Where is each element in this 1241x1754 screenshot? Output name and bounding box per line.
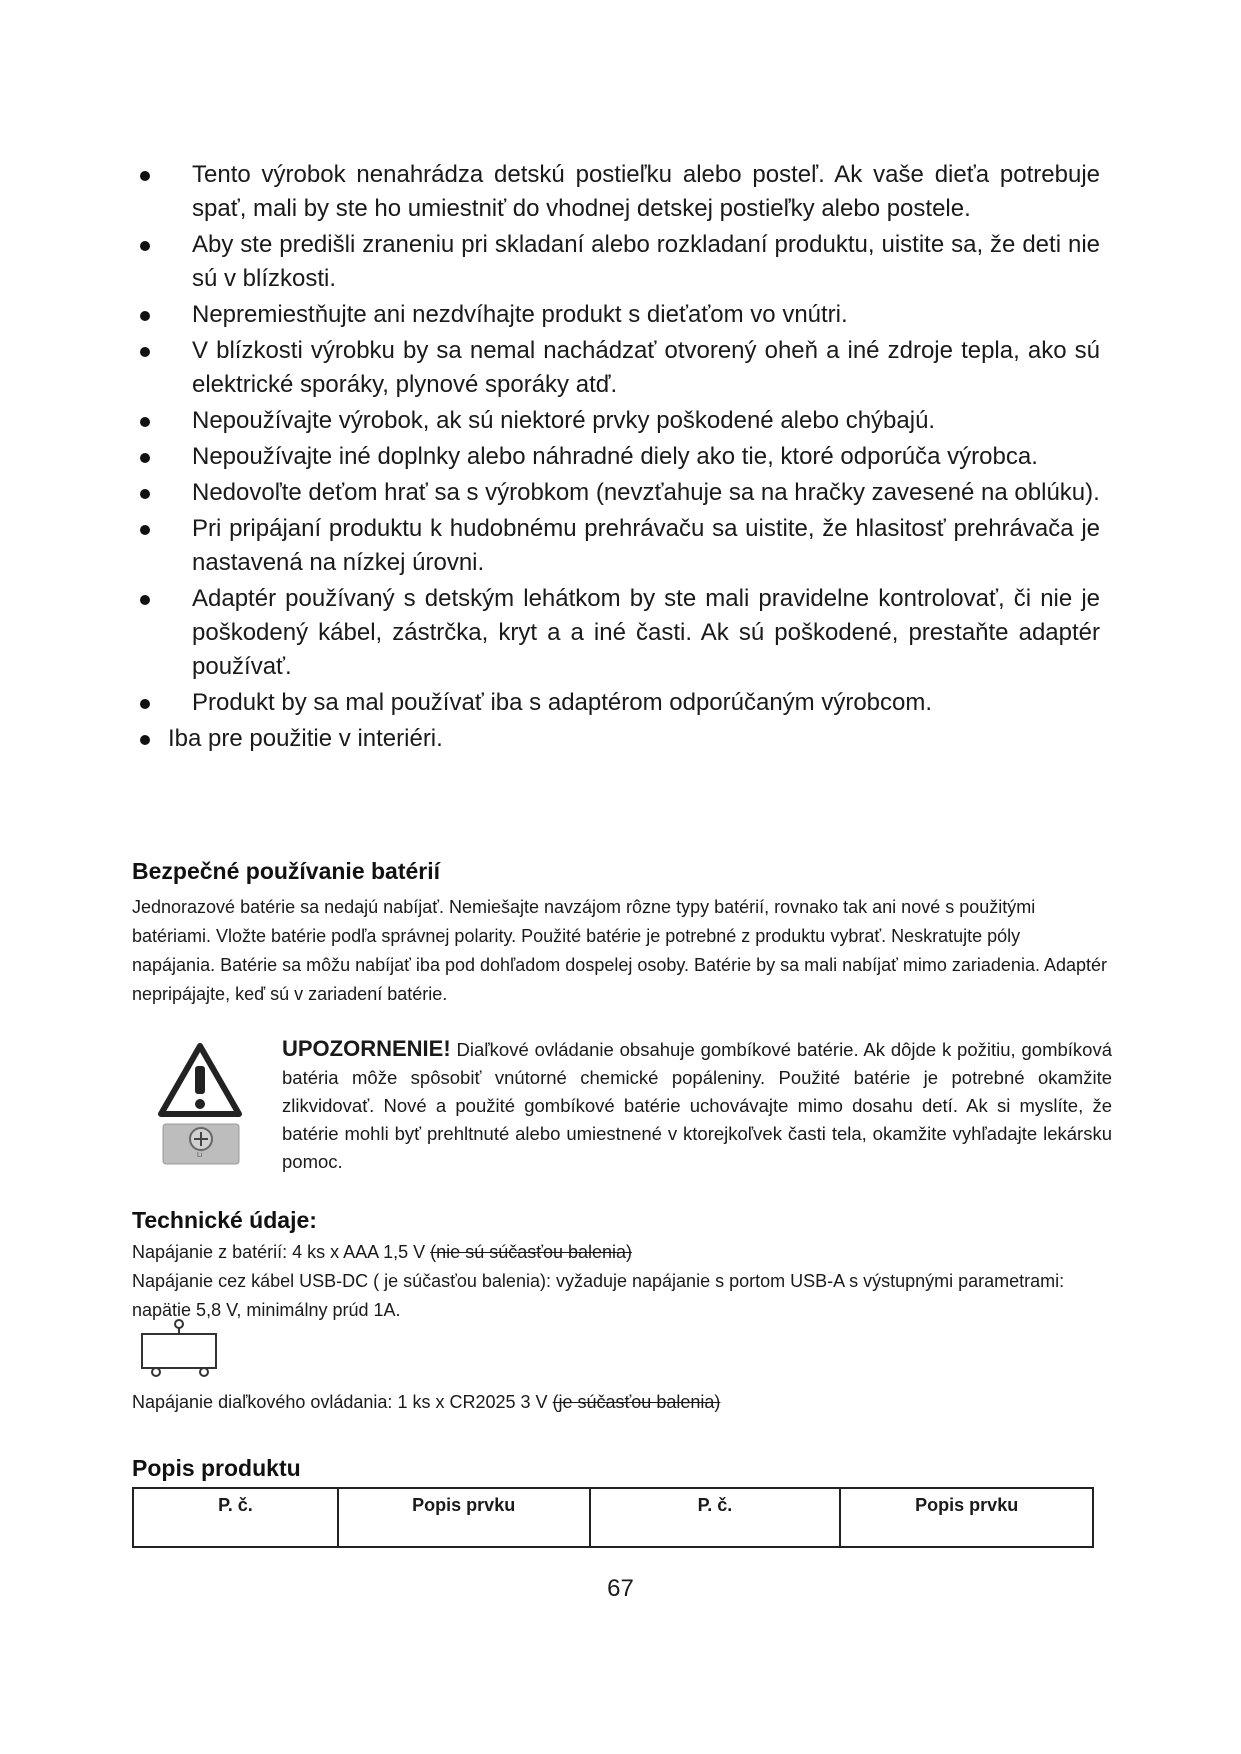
warning-block (282, 1035, 1112, 1176)
product-description-table (132, 1487, 1094, 1548)
bullet-icon (140, 417, 150, 427)
table-header-row (133, 1488, 1093, 1547)
page-number: 67 (607, 1575, 634, 1602)
column-header: P. č. (590, 1488, 841, 1547)
list-item: Pri pripájaní produktu k hudobnému prehrávaču sa uistite, že hlasitosť prehrávača je nastavená na nízkej úrovni. (140, 512, 1100, 580)
tech-remote-power: Napájanie diaľkového ovládania: 1 ks x CR2025 3 V (je súčasťou balenia) (132, 1392, 721, 1412)
list-item: Produkt by sa mal používať iba s adaptérom odporúčaným výrobcom. (140, 686, 1100, 720)
bullet-icon (140, 241, 150, 251)
battery-safety-heading: Bezpečné používanie batérií (132, 858, 441, 884)
battery-safety-text: Jednorazové batérie sa nedajú nabíjať. Nemiešajte navzájom rôzne typy batérií, rovnako tak ani nové s použitými batériami. Vložte batérie podľa správnej polarity. Použité batérie je potrebné z produktu vybrať. Neskratujte póly napájania. Batérie sa môžu nabíjať iba pod dohľadom dospelej osoby. Batérie by sa mali nabíjať mimo zariadenia. Adaptér nepripájajte, keď sú v zariadení batérie. (132, 897, 1108, 1004)
list-item: V blízkosti výrobku by sa nemal nachádzať otvorený oheň a iné zdroje tepla, ako sú elektrické sporáky, plynové sporáky atď. (140, 334, 1100, 402)
tech-battery-power: Napájanie z batérií: 4 ks x AAA 1,5 V (nie sú súčasťou balenia) (132, 1242, 633, 1262)
list-item: Nedovoľte deťom hrať sa s výrobkom (nevzťahuje sa na hračky zavesené na oblúku). (140, 476, 1100, 510)
playard-symbol-icon (138, 1318, 222, 1380)
battery-type-label: Li (197, 1152, 203, 1159)
list-item: Aby ste predišli zraneniu pri skladaní alebo rozkladaní produktu, uistite sa, že deti nie sú v blízkosti. (140, 228, 1100, 296)
bullet-icon (140, 347, 150, 357)
list-item: Iba pre použitie v interiéri. (140, 722, 1100, 756)
bullet-icon (140, 453, 150, 463)
warning-title: UPOZORNENIE! (282, 1036, 451, 1061)
list-item: Nepoužívajte výrobok, ak sú niektoré prvky poškodené alebo chýbajú. (140, 404, 1100, 438)
product-description-heading: Popis produktu (132, 1455, 301, 1481)
warning-text: Diaľkové ovládanie obsahuje gombíkové batérie. Ak dôjde k požitiu, gombíková batéria môže spôsobiť vnútorné chemické popáleniny. Použité batérie je potrebné okamžite zlikvidovať. Nové a použité gombíkové batérie uchovávajte mimo dosahu detí. Ak si myslíte, že batérie mohli byť prehltnuté alebo umiestnené v ktorejkoľvek časti tela, okamžite vyhľadajte lekársku pomoc. (282, 1039, 1112, 1172)
tech-usb-power: Napájanie cez kábel USB-DC ( je súčasťou balenia): vyžaduje napájanie s portom USB-A s výstupnými parametrami: napätie 5,8 V, minimálny prúd 1A. (132, 1271, 1065, 1320)
list-item: Tento výrobok nenahrádza detskú postieľku alebo posteľ. Ak vaše dieťa potrebuje spať, mali by ste ho umiestniť do vhodnej detskej postieľky alebo postele. (140, 158, 1100, 226)
bullet-icon (140, 735, 150, 745)
safety-bullet-list (140, 158, 1100, 758)
bullet-icon (140, 171, 150, 181)
list-item: Nepremiestňujte ani nezdvíhajte produkt s dieťaťom vo vnútri. (140, 298, 1100, 332)
list-item: Adaptér používaný s detským lehátkom by ste mali pravidelne kontrolovať, či nie je poškodený kábel, zástrčka, kryt a a iné časti. Ak sú poškodené, prestaňte adaptér používať. (140, 582, 1100, 684)
list-item: Nepoužívajte iné doplnky alebo náhradné diely ako tie, ktoré odporúča výrobca. (140, 440, 1100, 474)
bullet-icon (140, 489, 150, 499)
bullet-icon (140, 525, 150, 535)
column-header: P. č. (133, 1488, 338, 1547)
warning-icons (155, 1040, 245, 1170)
column-header: Popis prvku (338, 1488, 590, 1547)
bullet-icon (140, 311, 150, 321)
tech-data-heading: Technické údaje: (132, 1207, 317, 1233)
bullet-icon (140, 595, 150, 605)
warning-triangle-icon (155, 1040, 245, 1170)
column-header: Popis prvku (840, 1488, 1093, 1547)
bullet-icon (140, 699, 150, 709)
